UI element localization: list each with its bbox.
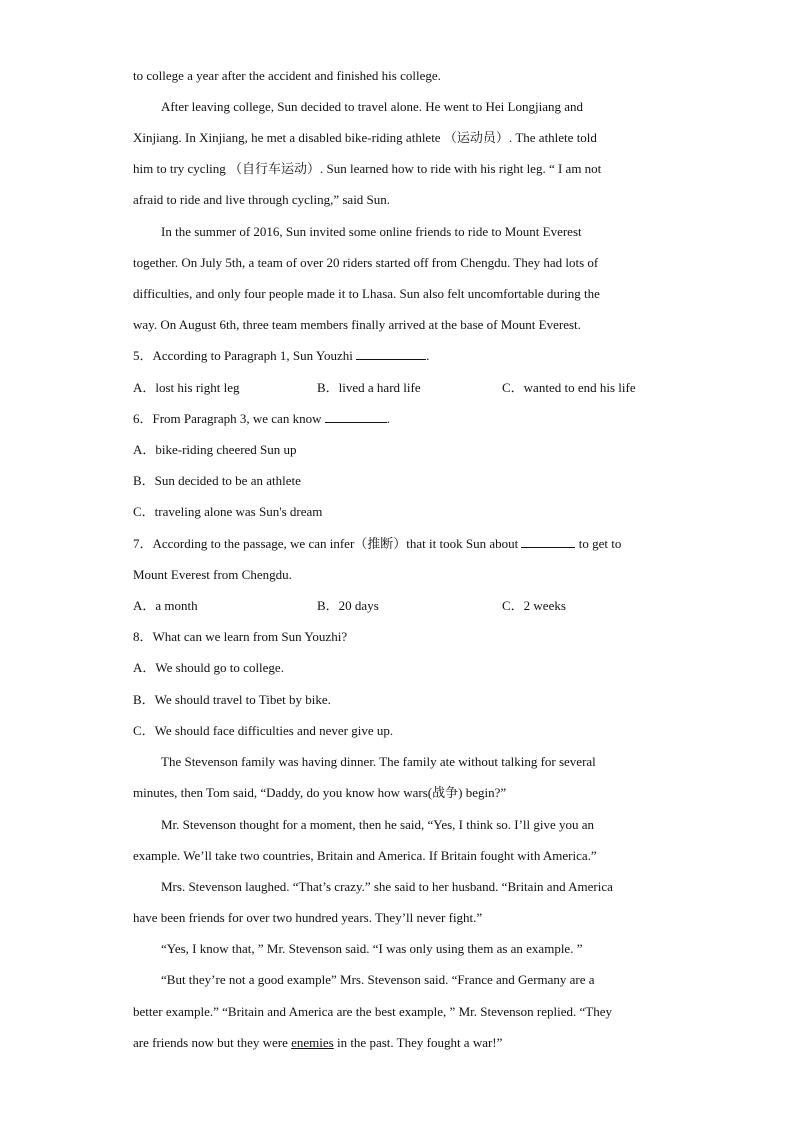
question-8-option-c[interactable]: C．We should face difficulties and never give up. [133, 723, 394, 738]
passage1-paragraph2-line3: him to try cycling （自行车运动）. Sun learned how to ride with his right leg. “ I am not [133, 161, 602, 176]
passage2-line5: Mrs. Stevenson laughed. “That’s crazy.” she said to her husband. “Britain and America [161, 879, 613, 894]
passage1-paragraph2-line2: Xinjiang. In Xinjiang, he met a disabled bike-riding athlete （运动员）. The athlete told [133, 130, 597, 145]
question-7-line2: Mount Everest from Chengdu. [133, 567, 292, 582]
passage1-paragraph3-line1: In the summer of 2016, Sun invited some online friends to ride to Mount Everest [161, 224, 582, 239]
passage2-line4: example. We’ll take two countries, Britain and America. If Britain fought with America.” [133, 848, 597, 863]
question-7-stem: 7．According to the passage, we can infer（推断）that it took Sun about [133, 536, 519, 551]
question-5-option-a[interactable]: A．lost his right leg [133, 380, 240, 395]
answer-blank[interactable] [325, 411, 387, 423]
question-7-option-c[interactable]: C．2 weeks [502, 598, 566, 613]
question-6-option-c[interactable]: C．traveling alone was Sun's dream [133, 504, 323, 519]
underlined-word-enemies: enemies [291, 1035, 334, 1050]
question-5-option-b[interactable]: B．lived a hard life [317, 380, 421, 395]
question-7: 7．According to the passage, we can infer（推断）that it took Sun about to get to [133, 536, 622, 551]
answer-blank[interactable] [521, 536, 575, 548]
question-5: 5．According to Paragraph 1, Sun Youzhi . [133, 348, 430, 363]
question-6-option-b[interactable]: B．Sun decided to be an athlete [133, 473, 301, 488]
question-7-option-a[interactable]: A．a month [133, 598, 198, 613]
passage2-line9: better example.” “Britain and America are the best example, ” Mr. Stevenson replied. “They [133, 1004, 613, 1019]
question-8-stem: 8．What can we learn from Sun Youzhi? [133, 629, 348, 644]
question-5-stem: 5．According to Paragraph 1, Sun Youzhi [133, 348, 353, 363]
passage2-line1: The Stevenson family was having dinner. The family ate without talking for several [161, 754, 596, 769]
question-8-option-a[interactable]: A．We should go to college. [133, 660, 284, 675]
question-8-option-b[interactable]: B．We should travel to Tibet by bike. [133, 692, 331, 707]
question-6-stem: 6．From Paragraph 3, we can know [133, 411, 322, 426]
question-5-option-c[interactable]: C．wanted to end his life [502, 380, 636, 395]
passage2-line8: “But they’re not a good example” Mrs. Stevenson said. “France and Germany are a [161, 972, 595, 987]
question-7-option-b[interactable]: B．20 days [317, 598, 379, 613]
passage1-paragraph1-end: to college a year after the accident and finished his college. [133, 68, 441, 83]
question-6: 6．From Paragraph 3, we can know . [133, 411, 390, 426]
passage1-paragraph3-line4: way. On August 6th, three team members finally arrived at the base of Mount Everest. [133, 317, 581, 332]
passage2-line6: have been friends for over two hundred years. They’ll never fight.” [133, 910, 483, 925]
answer-blank[interactable] [356, 348, 426, 360]
passage2-line3: Mr. Stevenson thought for a moment, then he said, “Yes, I think so. I’ll give you an [161, 817, 595, 832]
passage1-paragraph3-line2: together. On July 5th, a team of over 20 riders started off from Chengdu. They had lots of [133, 255, 599, 270]
passage2-line2: minutes, then Tom said, “Daddy, do you know how wars(战争) begin?” [133, 785, 507, 800]
passage2-line10: are friends now but they were enemies in the past. They fought a war!” [133, 1035, 503, 1050]
question-6-option-a[interactable]: A．bike-riding cheered Sun up [133, 442, 297, 457]
passage2-line7: “Yes, I know that, ” Mr. Stevenson said. “I was only using them as an example. ” [161, 941, 583, 956]
passage1-paragraph2-line1: After leaving college, Sun decided to travel alone. He went to Hei Longjiang and [161, 99, 583, 114]
passage1-paragraph2-line4: afraid to ride and live through cycling,” said Sun. [133, 192, 391, 207]
passage1-paragraph3-line3: difficulties, and only four people made it to Lhasa. Sun also felt uncomfortable during the [133, 286, 600, 301]
